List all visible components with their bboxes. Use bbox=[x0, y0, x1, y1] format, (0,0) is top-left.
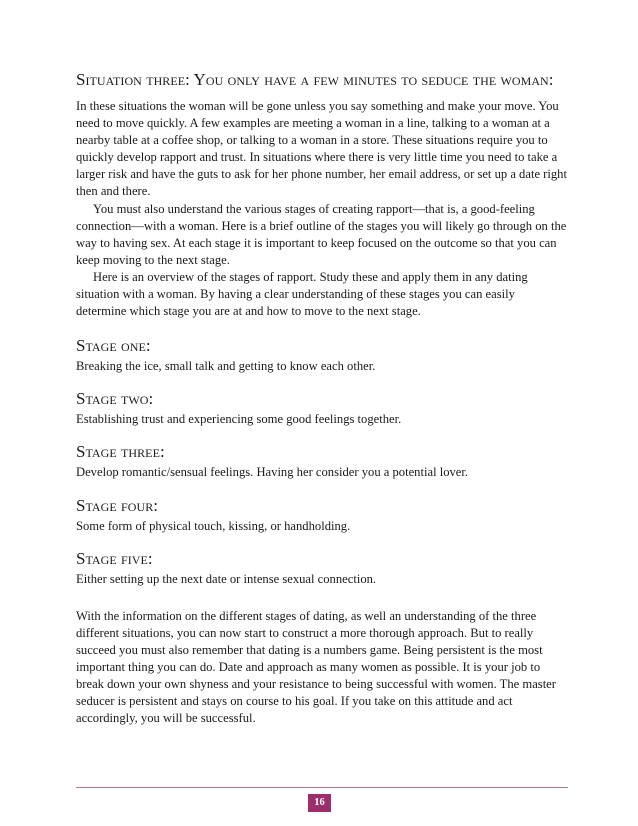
stage-heading: Stage two: bbox=[76, 389, 154, 409]
stage-heading: Stage five: bbox=[76, 548, 153, 568]
stage-text: Either setting up the next date or intense sexual connection. bbox=[76, 571, 377, 586]
stage-two bbox=[76, 389, 568, 428]
paragraph-situation: In these situations the woman will be gone unless you say something and make your move. You need to move quickly. A few examples are meeting a woman in a line, talking to a woman at a nearby table at a coffee shop, or talking to a woman in a store. These situations require you to quickly develop rapport and trust. In situations where there is very little time you need to take a larger risk and have the guts to ask for her phone number, her email address, or set up a date right then and there. bbox=[76, 99, 567, 199]
stage-text: Breaking the ice, small talk and getting to know each other. bbox=[76, 359, 376, 374]
stage-four bbox=[76, 496, 568, 535]
page-number-badge: 16 bbox=[308, 794, 331, 812]
paragraph-overview: Here is an overview of the stages of rapport. Study these and apply them in any dating situation with a woman. By having a clear understanding of these stages you can easily determine which stage you are at and how to move to the next stage. bbox=[76, 269, 528, 319]
page-content bbox=[76, 70, 568, 727]
footer-rule bbox=[76, 787, 568, 788]
stage-text: Some form of physical touch, kissing, or handholding. bbox=[76, 518, 351, 533]
stage-one bbox=[76, 336, 568, 375]
intro-text bbox=[76, 98, 568, 320]
stage-three bbox=[76, 442, 568, 481]
stage-text: Develop romantic/sensual feelings. Having her consider you a potential lover. bbox=[76, 465, 469, 480]
stage-five bbox=[76, 549, 568, 588]
paragraph-closing: With the information on the different stages of dating, as well an understanding of the three different situations, you can now start to construct a more thorough approach. But to really succeed you must also remember that dating is a numbers game. Being persistent is the most important thing you can do. Date and approach as many women as possible. It is your job to break down your own shyness and your resistance to being successful with women. The master seducer is persistent and stays on course to his goal. If you take on this attitude and act accordingly, you will be successful. bbox=[76, 608, 556, 726]
stage-heading: Stage one: bbox=[76, 336, 151, 356]
stage-text: Establishing trust and experiencing some good feelings together. bbox=[76, 412, 402, 427]
situation-heading: Situation three: You only have a few minutes to seduce the woman: bbox=[76, 70, 554, 89]
stage-heading: Stage three: bbox=[76, 442, 165, 462]
paragraph-rapport: You must also understand the various stages of creating rapport—that is, a good-feeling connection—with a woman. Here is a brief outline of the stages you will likely go through on the way to having sex. At each stage it is important to keep focused on the outcome so that you can keep moving to the next stage. bbox=[76, 201, 567, 267]
stage-heading: Stage four: bbox=[76, 495, 159, 515]
closing-text bbox=[76, 608, 568, 728]
